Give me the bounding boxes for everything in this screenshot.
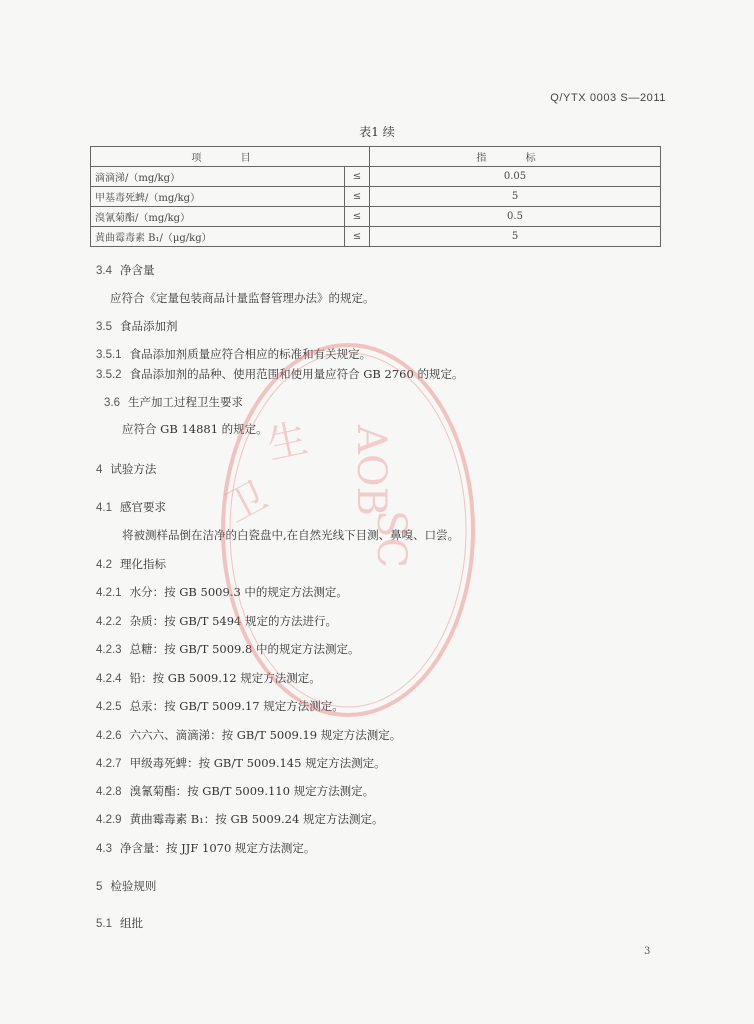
table-cell-comparator: ≤ [345, 187, 370, 207]
section-text: 感官要求 [120, 500, 166, 514]
table-cell-item: 黄曲霉毒素 B₁/（μg/kg） [91, 227, 345, 247]
section-number: 5.1 [96, 918, 112, 930]
section-text: 检验规则 [110, 879, 157, 893]
section-text: 生产加工过程卫生要求 [128, 395, 243, 409]
table-caption: 表1 续 [359, 125, 395, 139]
table-row [91, 227, 661, 247]
table-row [91, 167, 661, 187]
table-cell-value: 0.05 [370, 167, 661, 187]
paragraph [122, 421, 268, 437]
section-text: 杂质：按 GB/T 5494 规定的方法进行。 [129, 614, 337, 628]
section-text: 溴氰菊酯：按 GB/T 5009.110 规定方法测定。 [129, 784, 375, 798]
section-number: 4.2.5 [96, 701, 122, 713]
table-cell-comparator: ≤ [345, 207, 370, 227]
section-heading [96, 556, 166, 572]
clause [96, 366, 463, 382]
section-number: 4.2.7 [96, 758, 122, 770]
section-number: 4.2.6 [96, 730, 122, 742]
section-number: 4.2.4 [96, 673, 122, 685]
svg-text:SC: SC [368, 510, 414, 569]
section-number: 4.2.3 [96, 644, 122, 656]
table-cell-comparator: ≤ [345, 227, 370, 247]
svg-text:AOB: AOB [348, 425, 394, 517]
section-text: 应符合《定量包装商品计量监督管理办法》的规定。 [110, 291, 375, 305]
table-row [91, 187, 661, 207]
section-number: 3.6 [104, 397, 120, 409]
section-number: 3.5.1 [96, 349, 122, 361]
section-heading [96, 840, 315, 856]
section-heading [96, 262, 155, 278]
spec-table [90, 146, 661, 247]
section-number: 4 [96, 464, 103, 476]
section-number: 5 [96, 881, 103, 893]
section-heading [96, 878, 156, 894]
table-cell-item: 甲基毒死蜱/（mg/kg） [91, 187, 345, 207]
seal-lettering [218, 415, 414, 568]
section-text: 黄曲霉毒素 B₁：按 GB 5009.24 规定方法测定。 [129, 812, 384, 826]
svg-text:卫: 卫 [218, 472, 276, 533]
section-number: 4.2 [96, 559, 112, 571]
section-heading [96, 461, 156, 477]
table-header-value: 指 标 [370, 147, 661, 167]
table-cell-item: 滴滴涕/（mg/kg） [91, 167, 345, 187]
svg-text:生: 生 [263, 415, 312, 469]
section-text: 应符合 GB 14881 的规定。 [122, 422, 268, 436]
section-text: 食品添加剂的品种、使用范围和使用量应符合 GB 2760 的规定。 [129, 367, 464, 381]
clause [96, 613, 337, 629]
section-heading [96, 318, 178, 334]
table-cell-item: 溴氰菊酯/（mg/kg） [91, 207, 345, 227]
section-number: 3.5 [96, 321, 112, 333]
section-text: 食品添加剂 [120, 319, 178, 333]
page-number: 3 [644, 946, 651, 957]
clause [96, 584, 348, 600]
section-number: 3.5.2 [96, 369, 122, 381]
paragraph [110, 290, 375, 306]
section-text: 甲级毒死蜱：按 GB/T 5009.145 规定方法测定。 [129, 756, 386, 770]
section-heading [104, 394, 243, 410]
clause [96, 783, 374, 799]
table-cell-value: 5 [370, 187, 661, 207]
section-text: 净含量 [120, 263, 155, 277]
clause [96, 641, 359, 657]
section-text: 将被测样品倒在洁净的白瓷盘中,在自然光线下目测、鼻嗅、口尝。 [122, 528, 460, 542]
section-heading [96, 499, 166, 515]
section-text: 铅：按 GB 5009.12 规定方法测定。 [129, 671, 321, 685]
standard-code: Q/YTX 0003 S—2011 [550, 92, 666, 104]
table-header-item: 项 目 [91, 147, 370, 167]
clause [96, 698, 344, 714]
table-row [91, 207, 661, 227]
section-number: 4.3 [96, 843, 112, 855]
section-text: 总汞：按 GB/T 5009.17 规定方法测定。 [129, 699, 344, 713]
clause [96, 755, 386, 771]
section-text: 总糖：按 GB/T 5009.8 中的规定方法测定。 [129, 642, 360, 656]
section-number: 4.1 [96, 502, 112, 514]
section-text: 食品添加剂质量应符合相应的标准和有关规定。 [129, 347, 372, 361]
table-header-row [91, 147, 661, 167]
section-text: 理化指标 [120, 557, 166, 571]
clause [96, 811, 383, 827]
paragraph [122, 527, 459, 543]
section-text: 试验方法 [110, 462, 157, 476]
section-text: 组批 [120, 916, 143, 930]
section-number: 4.2.1 [96, 587, 122, 599]
section-number: 4.2.8 [96, 786, 122, 798]
section-number: 3.4 [96, 265, 112, 277]
section-number: 4.2.2 [96, 616, 122, 628]
section-heading [96, 915, 143, 931]
section-text: 净含量：按 JJF 1070 规定方法测定。 [120, 841, 316, 855]
table-cell-value: 5 [370, 227, 661, 247]
section-text: 水分：按 GB 5009.3 中的规定方法测定。 [129, 585, 348, 599]
clause [96, 727, 401, 743]
section-number: 4.2.9 [96, 814, 122, 826]
section-text: 六六六、滴滴涕：按 GB/T 5009.19 规定方法测定。 [129, 728, 402, 742]
clause [96, 346, 371, 362]
table-cell-value: 0.5 [370, 207, 661, 227]
clause [96, 670, 321, 686]
table-cell-comparator: ≤ [345, 167, 370, 187]
